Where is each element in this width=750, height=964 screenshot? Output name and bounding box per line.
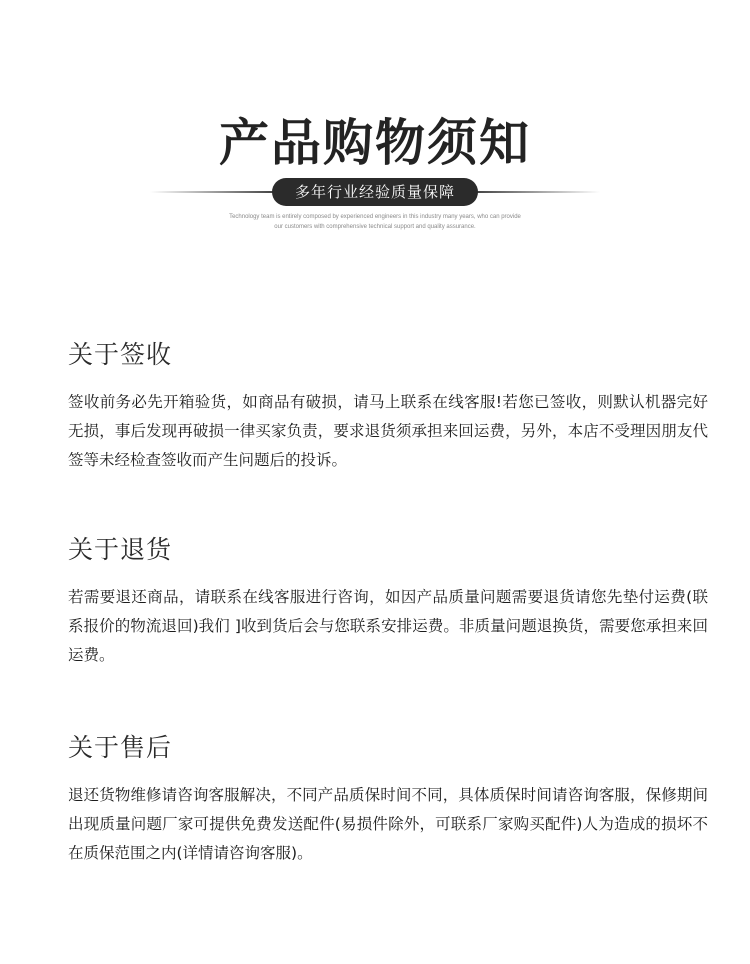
page-title: 产品购物须知 <box>219 114 531 172</box>
divider-right <box>470 191 600 193</box>
section-heading: 关于签收 <box>68 340 173 369</box>
section-heading: 关于售后 <box>68 733 173 762</box>
subtitle-badge: 多年行业经验质量保障 <box>272 178 478 206</box>
section-signing <box>68 338 708 475</box>
section-body: 签收前务必先开箱验货，如商品有破损，请马上联系在线客服!若您已签收，则默认机器完好无损，事后发现再破损一律买家负责，要求退货须承担来回运费，另外，本店不受理因朋友代签等未经检查签收而产生问题后的投诉。 <box>68 393 708 469</box>
section-after-sales <box>68 731 708 868</box>
section-body: 退还货物维修请咨询客服解决，不同产品质保时间不同，具体质保时间请咨询客服，保修期间出现质量问题厂家可提供免费发送配件(易损件除外，可联系厂家购买配件)人为造成的损坏不在质保范围之内(详情请咨询客服)。 <box>68 786 708 862</box>
divider-left <box>150 191 280 193</box>
tagline-line-1: Technology team is entirely composed by experienced engineers in this industry many years, who can provide <box>229 214 521 220</box>
section-returns <box>68 533 708 670</box>
tagline-line-2: our customers with comprehensive technical support and quality assurance. <box>274 224 476 230</box>
section-heading: 关于退货 <box>68 535 173 564</box>
section-body: 若需要退还商品，请联系在线客服进行咨询，如因产品质量问题需要退货请您先垫付运费(联系报价的物流退回)我们 ]收到货后会与您联系安排运费。非质量问题退换货，需要您承担来回运费。 <box>68 588 708 664</box>
tagline <box>175 212 575 232</box>
